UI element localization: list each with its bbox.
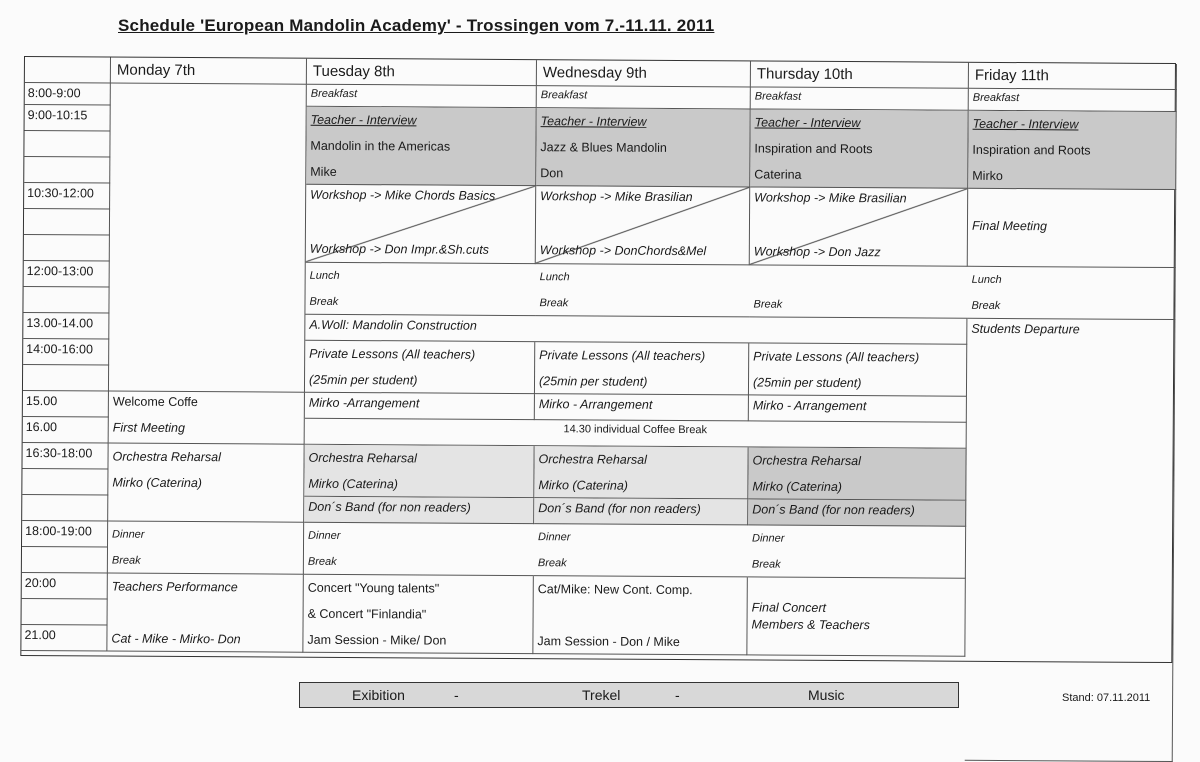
workshop-2: Workshop -> DonChords&Mel bbox=[539, 243, 707, 259]
workshop-wednesday bbox=[536, 186, 750, 265]
lunch-friday bbox=[967, 267, 1175, 320]
orchestra-lead: Mirko (Caterina) bbox=[308, 476, 399, 492]
lunch-label: Lunch bbox=[309, 269, 340, 282]
day-header-thursday: Thursday 10th bbox=[751, 61, 969, 88]
jam-session: Jam Session - Mike/ Don bbox=[307, 632, 447, 648]
time-slot: 21.00 bbox=[21, 625, 107, 652]
time-slot: 9:00-10:15 bbox=[25, 105, 111, 132]
evening-thursday bbox=[747, 577, 965, 656]
workshop-1: Workshop -> Mike Brasilian bbox=[754, 190, 907, 206]
time-slot: 18:00-19:00 bbox=[22, 521, 108, 548]
lunch-label: Lunch bbox=[971, 273, 1002, 286]
dinner-label: Dinner bbox=[308, 529, 341, 542]
time-slot: 20:00 bbox=[22, 573, 108, 600]
interview-teacher: Caterina bbox=[754, 167, 802, 182]
spacer bbox=[754, 265, 964, 292]
final-meeting: Final Meeting bbox=[968, 189, 1176, 268]
dons-band-wednesday: Don´s Band (for non readers) bbox=[534, 498, 748, 525]
interview-label: Teacher - Interview bbox=[754, 115, 861, 131]
time-slot-empty bbox=[24, 157, 110, 184]
concert-finlandia: & Concert "Finlandia" bbox=[307, 606, 427, 622]
lunch-tuesday bbox=[305, 263, 535, 316]
breakfast-friday: Breakfast bbox=[969, 89, 1177, 112]
time-slot-empty bbox=[23, 287, 109, 314]
dinner-label: Dinner bbox=[112, 528, 145, 541]
schedule-table bbox=[20, 56, 1176, 663]
interview-friday bbox=[968, 111, 1176, 190]
time-slot-empty bbox=[22, 469, 108, 496]
breakfast-thursday: Breakfast bbox=[751, 87, 969, 110]
orchestra-title: Orchestra Reharsal bbox=[308, 450, 417, 466]
time-slot: 10:30-12:00 bbox=[24, 183, 110, 210]
private-lessons-label: Private Lessons (All teachers) bbox=[309, 346, 476, 362]
break-label: Break bbox=[971, 299, 1001, 312]
workshop-tuesday bbox=[306, 185, 536, 264]
spacer bbox=[538, 602, 743, 629]
footer-music: Music bbox=[808, 687, 845, 703]
monday-first-meeting: First Meeting bbox=[109, 418, 305, 445]
time-slot: 16.00 bbox=[23, 417, 109, 444]
lunch-wednesday bbox=[535, 264, 749, 317]
orchestra-wednesday bbox=[534, 446, 748, 499]
monday-evening bbox=[107, 574, 303, 653]
time-slot: 14:00-16:00 bbox=[23, 339, 109, 366]
time-slot: 8:00-9:00 bbox=[25, 83, 111, 106]
orchestra-lead: Mirko (Caterina) bbox=[752, 479, 843, 495]
break-label: Break bbox=[753, 298, 783, 311]
time-slot-empty bbox=[23, 365, 109, 392]
final-concert: Final Concert bbox=[751, 600, 827, 615]
breakfast-wednesday: Breakfast bbox=[537, 86, 751, 109]
workshop-2: Workshop -> Don Impr.&Sh.cuts bbox=[309, 241, 489, 257]
interview-topic: Inspiration and Roots bbox=[754, 141, 873, 157]
time-slot-empty bbox=[24, 209, 110, 236]
students-departure: Students Departure bbox=[965, 319, 1176, 762]
corner-cell bbox=[25, 57, 111, 84]
footer-banner bbox=[299, 682, 959, 708]
time-slot-empty bbox=[22, 547, 108, 574]
break-label: Break bbox=[309, 295, 339, 308]
time-slot: 12:00-13:00 bbox=[24, 261, 110, 288]
concert-young-talents: Concert "Young talents" bbox=[307, 580, 440, 596]
evening-wednesday bbox=[533, 576, 747, 655]
footer-dash: - bbox=[675, 687, 680, 703]
orchestra-lead: Mirko (Caterina) bbox=[112, 475, 203, 491]
mandolin-construction: A.Woll: Mandolin Construction bbox=[305, 315, 967, 345]
footer-trekel: Trekel bbox=[582, 687, 621, 703]
workshop-2: Workshop -> Don Jazz bbox=[753, 244, 881, 260]
arrangement-wednesday: Mirko - Arrangement bbox=[535, 394, 749, 421]
performers: Cat - Mike - Mirko- Don bbox=[111, 631, 241, 647]
arrangement-tuesday: Mirko -Arrangement bbox=[305, 393, 535, 420]
private-lessons-tuesday bbox=[305, 341, 535, 394]
page-title: Schedule 'European Mandolin Academy' - Trossingen vom 7.-11.11. 2011 bbox=[118, 16, 715, 35]
time-slot: 16:30-18:00 bbox=[22, 443, 108, 470]
break-label: Break bbox=[751, 558, 781, 571]
dinner-label: Dinner bbox=[752, 532, 785, 545]
jam-session: Jam Session - Don / Mike bbox=[537, 634, 680, 650]
interview-topic: Jazz & Blues Mandolin bbox=[540, 140, 667, 155]
break-label: Break bbox=[111, 554, 141, 567]
break-label: Break bbox=[307, 555, 337, 568]
teachers-performance: Teachers Performance bbox=[111, 579, 238, 595]
dinner-wednesday bbox=[534, 524, 748, 577]
orchestra-thursday bbox=[748, 447, 966, 500]
private-lessons-label: Private Lessons (All teachers) bbox=[753, 349, 920, 365]
evening-tuesday bbox=[303, 575, 533, 654]
interview-tuesday bbox=[306, 107, 536, 186]
arrangement-thursday: Mirko - Arrangement bbox=[749, 395, 967, 422]
interview-teacher: Mike bbox=[310, 164, 337, 179]
monday-orchestra bbox=[108, 444, 304, 523]
interview-topic: Mandolin in the Americas bbox=[310, 138, 451, 154]
private-lessons-duration: (25min per student) bbox=[752, 375, 862, 391]
interview-label: Teacher - Interview bbox=[972, 116, 1079, 132]
day-header-monday: Monday 7th bbox=[111, 58, 307, 85]
dons-band-thursday: Don´s Band (for non readers) bbox=[748, 499, 966, 526]
interview-teacher: Don bbox=[540, 166, 564, 181]
dinner-thursday bbox=[748, 525, 966, 578]
private-lessons-duration: (25min per student) bbox=[308, 372, 418, 388]
workshop-thursday bbox=[750, 187, 968, 266]
break-label: Break bbox=[537, 557, 567, 570]
dinner-label: Dinner bbox=[538, 531, 571, 544]
breakfast-tuesday: Breakfast bbox=[307, 85, 537, 108]
interview-teacher: Mirko bbox=[972, 168, 1003, 183]
time-slot-empty bbox=[22, 599, 108, 626]
orchestra-title: Orchestra Reharsal bbox=[538, 452, 647, 467]
time-slot-empty bbox=[24, 131, 110, 158]
interview-topic: Inspiration and Roots bbox=[972, 142, 1091, 158]
day-header-friday: Friday 11th bbox=[969, 63, 1177, 90]
spacer bbox=[112, 600, 299, 627]
workshop-1: Workshop -> Mike Brasilian bbox=[540, 189, 693, 205]
stand-date: Stand: 07.11.2011 bbox=[1062, 692, 1151, 704]
orchestra-title: Orchestra Reharsal bbox=[752, 453, 861, 469]
footer-dash: - bbox=[454, 687, 459, 703]
time-slot: 13.00-14.00 bbox=[23, 313, 109, 340]
private-lessons-label: Private Lessons (All teachers) bbox=[539, 348, 706, 364]
lunch-label: Lunch bbox=[539, 271, 570, 284]
day-header-tuesday: Tuesday 8th bbox=[307, 59, 537, 86]
workshop-1: Workshop -> Mike Chords Basics bbox=[310, 187, 496, 203]
private-lessons-wednesday bbox=[535, 342, 749, 395]
lunch-thursday bbox=[749, 265, 967, 318]
footer-exhibition: Exibition bbox=[352, 687, 405, 703]
coffee-break: 14.30 individual Coffee Break bbox=[305, 419, 967, 449]
break-label: Break bbox=[539, 297, 569, 310]
orchestra-title: Orchestra Reharsal bbox=[112, 449, 221, 465]
new-composition: Cat/Mike: New Cont. Comp. bbox=[537, 582, 693, 598]
monday-dinner bbox=[108, 522, 304, 575]
orchestra-tuesday bbox=[304, 445, 534, 498]
time-slot-empty bbox=[22, 495, 108, 522]
monday-empty-block bbox=[109, 84, 307, 393]
orchestra-lead: Mirko (Caterina) bbox=[538, 478, 629, 493]
interview-wednesday bbox=[536, 108, 750, 187]
monday-welcome: Welcome Coffe bbox=[109, 392, 305, 419]
time-slot-empty bbox=[24, 235, 110, 262]
private-lessons-thursday bbox=[749, 343, 967, 396]
private-lessons-duration: (25min per student) bbox=[538, 374, 648, 389]
time-slot: 15.00 bbox=[23, 391, 109, 418]
day-header-wednesday: Wednesday 9th bbox=[537, 60, 751, 87]
dons-band-tuesday: Don´s Band (for non readers) bbox=[304, 497, 534, 524]
interview-label: Teacher - Interview bbox=[540, 114, 647, 129]
interview-thursday bbox=[750, 109, 968, 188]
dinner-tuesday bbox=[304, 523, 534, 576]
final-concert-members: Members & Teachers bbox=[751, 617, 870, 633]
interview-label: Teacher - Interview bbox=[310, 112, 417, 128]
